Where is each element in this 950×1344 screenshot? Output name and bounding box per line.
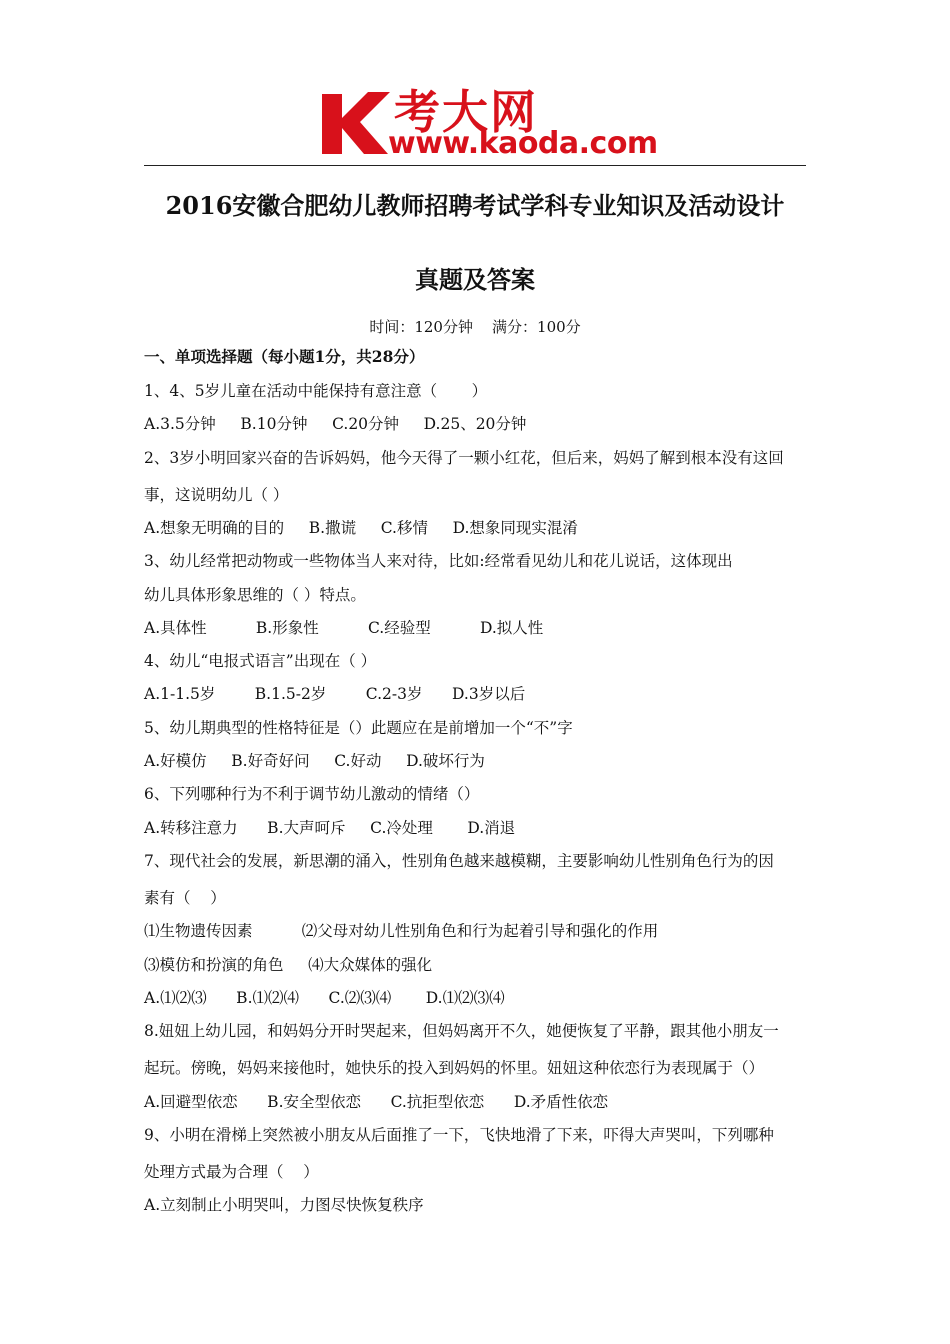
question-6: 6、下列哪种行为不利于调节幼儿激动的情绪（）: [144, 785, 480, 803]
options-9-a: A.立刻制止小明哭叫，力图尽快恢复秩序: [144, 1196, 424, 1214]
page-title-line2: 真题及答案: [415, 265, 535, 294]
logo-url: www.kaoda.com: [388, 126, 658, 161]
page-title-line1: 2016安徽合肥幼儿教师招聘考试学科专业知识及活动设计: [165, 191, 785, 220]
section-heading: 一、单项选择题（每小题1分，共28分）: [144, 347, 425, 366]
question-8: 8.妞妞上幼儿园，和妈妈分开时哭起来，但妈妈离开不久，她便恢复了平静，跟其他小朋友一: [144, 1022, 779, 1040]
question-1: 1、4、5岁儿童在活动中能保持有意注意（ ）: [144, 382, 488, 400]
options-5: A.好模仿 B.好奇好问 C.好动 D.破坏行为: [144, 752, 485, 770]
options-4: A.1-1.5岁 B.1.5-2岁 C.2-3岁 D.3岁以后: [144, 685, 526, 703]
logo-text-cn: 考大网: [394, 85, 538, 139]
kaoda-logo: [316, 78, 658, 161]
question-4: 4、幼儿“电报式语言”出现在（ ）: [144, 652, 377, 670]
options-3: A.具体性 B.形象性 C.经验型 D.拟人性: [144, 619, 544, 637]
question-7-factors-a: ⑴生物遗传因素 ⑵父母对幼儿性别角色和行为起着引导和强化的作用: [144, 922, 659, 940]
options-1: A.3.5分钟 B.10分钟 C.20分钟 D.25、20分钟: [144, 415, 527, 433]
k-logo-icon: [316, 78, 396, 158]
options-7: A.⑴⑵⑶ B.⑴⑵⑷ C.⑵⑶⑷ D.⑴⑵⑶⑷: [144, 989, 505, 1007]
question-8-cont: 起玩。傍晚，妈妈来接他时，她快乐的投入到妈妈的怀里。妞妞这种依恋行为表现属于（）: [144, 1059, 765, 1077]
exam-meta: 时间：120分钟 满分：100分: [369, 318, 581, 336]
options-6: A.转移注意力 B.大声呵斥 C.冷处理 D.消退: [144, 819, 516, 837]
question-7-cont: 素有（ ）: [144, 889, 226, 907]
options-8: A.回避型依恋 B.安全型依恋 C.抗拒型依恋 D.矛盾性依恋: [144, 1093, 609, 1111]
question-9: 9、小明在滑梯上突然被小朋友从后面推了一下，飞快地滑了下来，吓得大声哭叫，下列哪种: [144, 1126, 774, 1144]
question-2: 2、3岁小明回家兴奋的告诉妈妈，他今天得了一颗小红花，但后来，妈妈了解到根本没有这回: [144, 449, 784, 467]
question-5: 5、幼儿期典型的性格特征是（）此题应在是前增加一个“不”字: [144, 719, 573, 737]
question-7: 7、现代社会的发展，新思潮的涌入，性别角色越来越模糊，主要影响幼儿性别角色行为的因: [144, 852, 774, 870]
question-7-factors-b: ⑶模仿和扮演的角色 ⑷大众媒体的强化: [144, 956, 433, 974]
question-3: 3、幼儿经常把动物或一些物体当人来对待，比如:经常看见幼儿和花儿说话，这体现出: [144, 552, 733, 570]
header-rule: [144, 165, 806, 166]
options-2: A.想象无明确的目的 B.撒谎 C.移情 D.想象同现实混淆: [144, 519, 578, 537]
question-2-cont: 事，这说明幼儿（ ）: [144, 486, 289, 504]
question-3-cont: 幼儿具体形象思维的（ ）特点。: [144, 586, 366, 604]
question-9-cont: 处理方式最为合理（ ）: [144, 1163, 319, 1181]
